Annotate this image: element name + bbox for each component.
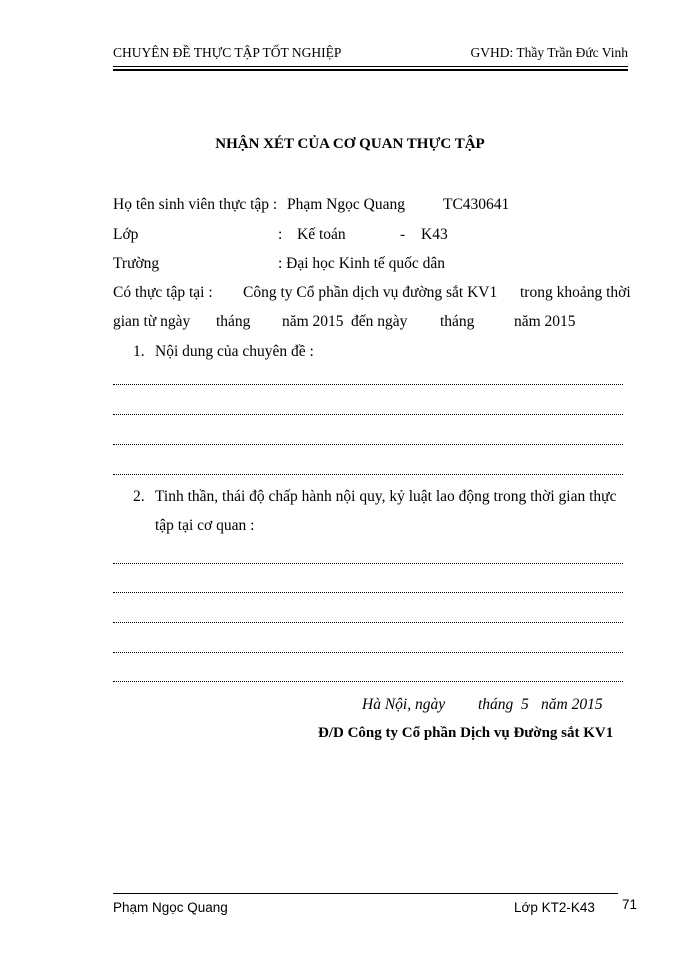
dotted-line	[113, 681, 623, 682]
header-rule-thin	[113, 66, 628, 67]
period-from-day: gian từ ngày	[113, 313, 191, 330]
section2-number: 2.	[133, 488, 145, 505]
dotted-line	[113, 444, 623, 445]
footer-student-name: Phạm Ngọc Quang	[113, 900, 228, 915]
signature-year: năm 2015	[541, 696, 603, 713]
intern-tail: trong khoảng thời	[520, 284, 631, 301]
section2-label-line1: Tinh thần, thái độ chấp hành nội quy, kỷ luật lao động trong thời gian thực	[155, 488, 617, 505]
section1-number: 1.	[133, 343, 145, 360]
dotted-line	[113, 384, 623, 385]
section1-label: Nội dung của chuyên đề :	[155, 343, 314, 360]
intern-label: Có thực tập tại :	[113, 284, 213, 301]
page-number: 71	[622, 897, 638, 912]
signature-month-label: tháng	[478, 696, 514, 713]
dotted-line	[113, 563, 623, 564]
section2-label-line2: tập tại cơ quan :	[155, 517, 255, 534]
footer-class: Lớp KT2-K43	[514, 900, 595, 915]
period-from-month: tháng	[216, 313, 251, 330]
intern-value: Công ty Cổ phần dịch vụ đường sắt KV1	[243, 284, 498, 301]
period-to-month: tháng	[440, 313, 475, 330]
class-value: Kế toán	[297, 226, 346, 243]
signature-org: Đ/D Công ty Cổ phần Dịch vụ Đường sắt KV1	[318, 725, 614, 741]
header-title: CHUYÊN ĐỀ THỰC TẬP TỐT NGHIỆP	[113, 45, 342, 60]
signature-date-place: Hà Nội, ngày	[362, 696, 446, 713]
class-colon: :	[278, 226, 283, 243]
period-to-day: đến ngày	[351, 313, 408, 330]
page-title: NHẬN XÉT CỦA CƠ QUAN THỰC TẬP	[215, 136, 485, 152]
name-label: Họ tên sinh viên thực tập :	[113, 196, 278, 213]
dotted-line	[113, 592, 623, 593]
dotted-line	[113, 652, 623, 653]
class-label: Lớp	[113, 226, 139, 243]
name-value: Phạm Ngọc Quang	[287, 196, 405, 213]
student-id: TC430641	[443, 196, 510, 213]
header-advisor: GVHD: Thầy Trần Đức Vinh	[470, 45, 628, 60]
dotted-line	[113, 414, 623, 415]
footer-rule	[113, 893, 618, 894]
header-rule-thick	[113, 69, 628, 71]
class-code: K43	[421, 226, 448, 243]
class-dash: -	[400, 226, 406, 243]
period-from-year: năm 2015	[282, 313, 344, 330]
dotted-line	[113, 474, 623, 475]
dotted-line	[113, 622, 623, 623]
school-value: : Đại học Kinh tế quốc dân	[278, 255, 446, 272]
period-to-year: năm 2015	[514, 313, 576, 330]
signature-month-value: 5	[521, 696, 529, 713]
school-label: Trường	[113, 255, 160, 272]
